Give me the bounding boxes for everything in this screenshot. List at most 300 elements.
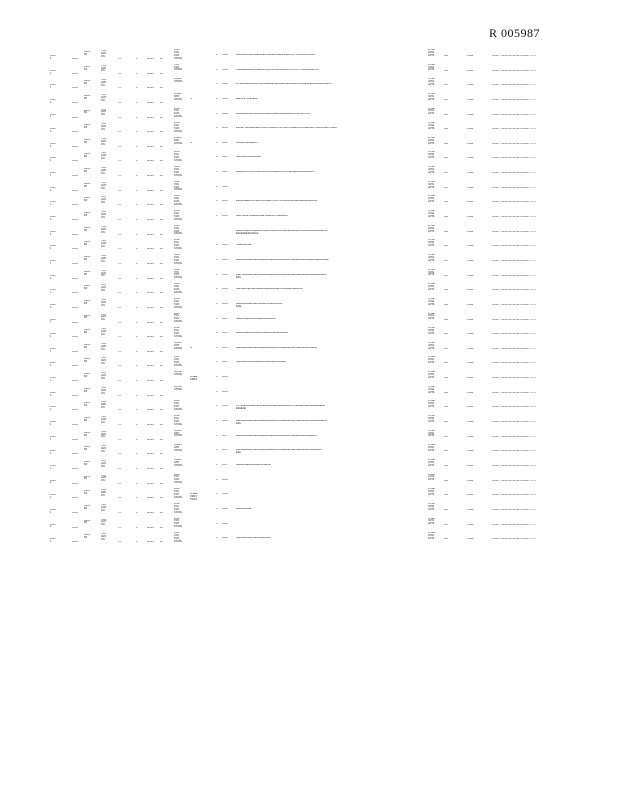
cell-e: 1 — [136, 131, 138, 134]
table-row — [46, 92, 566, 107]
cell-g: 22 — [160, 175, 163, 178]
cell-m: Kst — [444, 259, 448, 262]
cell-m: Kst — [444, 230, 448, 233]
cell-m: Kst — [444, 69, 448, 72]
cell-h: RNDnT NNT STATE — [174, 92, 183, 101]
cell-e: 1 — [136, 72, 138, 75]
cell-e: 1 — [136, 380, 138, 383]
cell-g: 22 — [160, 409, 163, 412]
cell-c: 79% AVN 4% — [101, 50, 107, 58]
cell-a: 1013 — [72, 336, 78, 339]
cell-a: 1013 — [72, 116, 78, 119]
cell-c: 79% AVN 4% — [101, 152, 107, 161]
cell-id: RNA*** 1 — [50, 333, 59, 339]
cell-b: Botrx 83 — [84, 153, 91, 159]
cell-id: RNA*** 1 — [50, 142, 59, 148]
cell-id: RNA*** 1 — [50, 435, 59, 441]
cell-n: 71038 — [466, 377, 474, 380]
cell-j: 3 — [216, 522, 218, 525]
cell-h: RNA TAS 51% STATE — [174, 297, 182, 309]
cell-k: 1018 — [222, 507, 228, 510]
cell-m: Kst — [444, 508, 448, 511]
cell-b: Botrx 83 — [84, 197, 91, 203]
cell-a: 1013 — [72, 233, 78, 236]
cell-k: 1011 — [222, 171, 228, 174]
cell-h: RNA TAS 51% STATE — [174, 166, 182, 177]
cell-l: ATGE IGTE AP74 — [428, 224, 435, 233]
cell-e: 1 — [136, 160, 138, 163]
cell-h: RNA TAS 51% STATE — [174, 224, 182, 236]
table-row — [46, 341, 566, 356]
cell-h: RNA TAS 51% STATE — [174, 502, 182, 514]
cell-a: 1013 — [72, 277, 78, 280]
cell-d: 70 — [118, 350, 121, 353]
cell-c: 79% AVN 4% — [101, 533, 107, 541]
cell-f: 6e-96 — [147, 541, 154, 544]
cell-o: P4/9/77 RPRV18-54 LET-F1-RP77F77 — [492, 98, 537, 101]
cell-l: ATGE IGTE AP74 — [428, 283, 435, 292]
cell-g: 22 — [160, 350, 163, 353]
cell-b: Botrx 83 — [84, 343, 91, 349]
cell-seq: AEFAEAEAEFAEGAEAEGEA — [236, 537, 271, 540]
cell-d: 70 — [118, 219, 121, 222]
cell-e: 1 — [136, 277, 138, 280]
cell-id: RNA*** 1 — [50, 84, 59, 90]
cell-id: RNA*** 1 — [50, 523, 59, 529]
cell-k: 1015 — [222, 361, 228, 364]
cell-j: 3 — [216, 376, 218, 379]
cell-id: RNA*** 1 — [50, 157, 59, 163]
cell-m: Kst — [444, 274, 448, 277]
cell-f: 6e-96 — [147, 116, 154, 119]
cell-k: 1011 — [222, 156, 228, 159]
cell-d: 70 — [118, 497, 121, 500]
cell-e: 1 — [136, 292, 138, 295]
cell-m: Kst — [444, 303, 448, 306]
cell-n: 71038 — [466, 98, 474, 101]
cell-a: 1013 — [72, 87, 78, 90]
cell-seq: ALEMEAFHE/ALGERAF/GEVLAATEGHAEGAGTEOFTGAGAAGEGVA — [236, 68, 319, 71]
cell-j: 3 — [216, 493, 218, 496]
cell-e: 1 — [136, 541, 138, 544]
cell-b: Botrx 83 — [84, 299, 91, 305]
cell-a: 1013 — [72, 467, 78, 470]
cell-n: 71038 — [466, 157, 474, 160]
cell-f: 6e-96 — [147, 424, 154, 427]
cell-j: 4 — [216, 127, 218, 130]
cell-h: RNA TAS 51% STATE — [174, 239, 182, 251]
cell-f: 6e-96 — [147, 131, 154, 134]
cell-f: 6e-96 — [147, 482, 154, 485]
cell-b: Botrx 83 — [84, 51, 91, 56]
cell-k: 1009 — [222, 68, 228, 71]
cell-k: 1010 — [222, 97, 228, 100]
cell-h: RNA TAS 51% STATE — [174, 180, 182, 192]
cell-f: 6e-96 — [147, 292, 154, 295]
cell-i: GNEE KMAT TMAA — [190, 493, 198, 502]
cell-c: 79% AVN 4% — [101, 93, 107, 102]
cell-m: Kst — [444, 406, 448, 409]
cell-o: P4/9/77 RPRV18-54 LET-F1-RP77F77 — [492, 362, 537, 365]
cell-n: 71038 — [466, 318, 474, 321]
cell-a: 1013 — [72, 204, 78, 207]
cell-l: ATGE IGTE AP74 — [428, 122, 435, 131]
cell-e: 1 — [136, 482, 138, 485]
table-row — [46, 48, 566, 63]
table-row — [46, 107, 566, 122]
cell-id: RNA*** 1 — [50, 245, 59, 251]
cell-n: 71038 — [466, 391, 474, 394]
cell-n: 71038 — [466, 538, 474, 541]
cell-m: Kst — [444, 538, 448, 541]
cell-b: Botrx 83 — [84, 490, 91, 496]
cell-id: RNA*** 1 — [50, 464, 59, 470]
cell-n: 71038 — [466, 259, 474, 262]
cell-n: 71038 — [466, 245, 474, 248]
cell-f: 6e-96 — [147, 160, 154, 163]
cell-g: 22 — [160, 306, 163, 309]
cell-a: 1013 — [72, 409, 78, 412]
cell-f: 6e-96 — [147, 365, 154, 368]
cell-l: ATGE IGTE AP74 — [428, 107, 435, 116]
cell-m: Kst — [444, 172, 448, 175]
cell-l: ATGE IGTE AP74 — [428, 195, 435, 204]
cell-f: 6e-96 — [147, 101, 154, 104]
cell-m: Kst — [444, 245, 448, 248]
cell-o: P4/9/77 RPRV18-54 LET-F1-RP77F77 — [492, 128, 537, 131]
cell-n: 71038 — [466, 303, 474, 306]
cell-e: 1 — [136, 189, 138, 192]
cell-id: RNA*** 1 — [50, 318, 59, 324]
cell-o: P4/9/77 RPRV18-54 LET-F1-RP77F77 — [492, 347, 537, 350]
cell-m: Kst — [444, 201, 448, 204]
cell-n: 71038 — [466, 464, 474, 467]
cell-j: 1 — [216, 273, 218, 276]
cell-a: 1013 — [72, 526, 78, 529]
table-row — [46, 487, 566, 502]
cell-m: Kst — [444, 186, 448, 189]
cell-k: 1015 — [222, 317, 228, 320]
cell-n: 71038 — [466, 201, 474, 204]
cell-f: 6e-96 — [147, 511, 154, 514]
cell-seq: AEFAEAAEFAEFAEAEGAEAEFEAEFAGAEAEFAEAEGA — [236, 288, 303, 291]
cell-b: Botrx 83 — [84, 460, 91, 466]
cell-o: P4/9/77 RPRV18-54 LET-F1-RP77F77 — [492, 186, 537, 189]
cell-g: 22 — [160, 424, 163, 427]
cell-b: Botrx 83 — [84, 534, 91, 540]
cell-k: 1014 — [222, 288, 228, 291]
cell-b: Botrx 83 — [84, 226, 91, 232]
cell-id: RNA*** 1 — [50, 128, 59, 134]
cell-a: 1013 — [72, 262, 78, 265]
cell-f: 6e-96 — [147, 306, 154, 309]
cell-m: Kst — [444, 98, 448, 101]
cell-o: P4/9/77 RPRV18-54 LET-F1-RP77F77 — [492, 538, 537, 541]
cell-g: 22 — [160, 526, 163, 529]
cell-i: G — [190, 97, 193, 100]
cell-h: RNA TAS 51% STATE — [174, 488, 182, 499]
cell-o: P4/9/77 RPRV18-54 LET-F1-RP77F77 — [492, 259, 537, 262]
cell-id: RNA*** 1 — [50, 274, 59, 280]
cell-l: ATGE IGTE AP74 — [428, 371, 435, 379]
cell-j: 3 — [216, 302, 218, 305]
cell-id: RNA*** 1 — [50, 55, 59, 60]
cell-b: Botrx 83 — [84, 446, 91, 452]
cell-n: 71038 — [466, 84, 474, 87]
cell-f: 6e-96 — [147, 277, 154, 280]
cell-e: 1 — [136, 453, 138, 456]
cell-m: Kst — [444, 157, 448, 160]
cell-g: 22 — [160, 365, 163, 368]
cell-o: P4/9/77 RPRV18-54 LET-F1-RP77F77 — [492, 142, 537, 145]
cell-seq: AEFTEAEAEFAEGAEAEGEAEAEFAGAEAEEFAEFAEFAEAEGAEAEFEAEFA EFA — [236, 273, 327, 279]
cell-d: 70 — [118, 72, 121, 75]
cell-b: Botrx 83 — [84, 519, 91, 525]
cell-g: 22 — [160, 467, 163, 470]
cell-m: Kst — [444, 84, 448, 87]
cell-f: 6e-96 — [147, 438, 154, 441]
table-row — [46, 370, 566, 385]
cell-f: 6e-96 — [147, 145, 154, 148]
cell-j: 3 — [216, 346, 218, 349]
cell-d: 70 — [118, 87, 121, 90]
cell-n: 71038 — [466, 421, 474, 424]
cell-o: P4/9/77 RPRV18-54 LET-F1-RP77F77 — [492, 303, 537, 306]
cell-d: 70 — [118, 453, 121, 456]
cell-l: ATGE IGTE AP74 — [428, 151, 435, 160]
table-row — [46, 238, 566, 253]
cell-g: 22 — [160, 277, 163, 280]
cell-k: 1014 — [222, 273, 228, 276]
cell-g: 22 — [160, 541, 163, 544]
cell-j: 3 — [216, 68, 218, 71]
table-row — [46, 150, 566, 165]
cell-g: 22 — [160, 336, 163, 339]
cell-m: Kst — [444, 55, 448, 57]
cell-a: 1013 — [72, 160, 78, 163]
cell-d: 70 — [118, 58, 121, 60]
cell-h: RNA TAS 51% STATE — [174, 415, 182, 426]
cell-id: RNA*** 1 — [50, 259, 59, 265]
cell-l: ATGE IGTE AP74 — [428, 312, 435, 321]
cell-g: 22 — [160, 511, 163, 514]
cell-d: 70 — [118, 526, 121, 529]
cell-o: P4/9/77 RPRV18-54 LET-F1-RP77F77 — [492, 377, 537, 380]
cell-j: 2 — [216, 288, 218, 291]
cell-j: 4 — [216, 171, 218, 174]
cell-j: 2 — [216, 185, 218, 188]
cell-m: Kst — [444, 216, 448, 219]
cell-e: 1 — [136, 497, 138, 500]
cell-id: RNA*** 1 — [50, 406, 59, 412]
cell-d: 70 — [118, 277, 121, 280]
cell-a: 1013 — [72, 511, 78, 514]
cell-l: ATGE IGTE AP74 — [428, 532, 435, 540]
cell-c: 79% AVN 4% — [101, 386, 107, 395]
cell-f: 6e-96 — [147, 394, 154, 397]
cell-b: Botrx 83 — [84, 241, 91, 247]
cell-k: 1010 — [222, 112, 228, 115]
cell-j: 3 — [216, 390, 218, 393]
cell-j: 2 — [216, 244, 218, 247]
cell-m: Kst — [444, 377, 448, 380]
cell-m: Kst — [444, 494, 448, 497]
cell-c: 79% AVN 4% — [101, 445, 107, 454]
cell-c: 79% AVN 4% — [101, 123, 107, 132]
cell-k: 1019 — [222, 537, 228, 540]
cell-m: Kst — [444, 142, 448, 145]
cell-h: RNA TAS 51% STATE — [174, 107, 182, 119]
cell-n: 71038 — [466, 216, 474, 219]
cell-h: RNDnT NNT STATE — [174, 458, 183, 467]
cell-o: P4/9/77 RPRV18-54 LET-F1-RP77F77 — [492, 230, 537, 233]
cell-m: Kst — [444, 318, 448, 321]
cell-b: Botrx 83 — [84, 431, 91, 437]
table-row — [46, 268, 566, 283]
cell-e: 1 — [136, 350, 138, 353]
cell-c: 79% AVN 4% — [101, 64, 107, 73]
cell-l: ATGE IGTE AP74 — [428, 49, 435, 57]
cell-j: 3 — [216, 258, 218, 261]
cell-k: 1018 — [222, 493, 228, 496]
cell-l: ATGE IGTE AP74 — [428, 458, 435, 467]
cell-b: Botrx 83 — [84, 138, 91, 144]
cell-h: RNDnT NNT STATE — [174, 444, 183, 453]
cell-h: RNA TAS 51% STATE — [174, 312, 182, 324]
cell-g: 22 — [160, 145, 163, 148]
cell-o: P4/9/77 RPRV18-54 LET-F1-RP77F77 — [492, 406, 537, 409]
cell-c: 79% AVN 4% — [101, 240, 107, 249]
cell-d: 70 — [118, 101, 121, 104]
cell-h: RNA TAS 51% STATE — [174, 283, 182, 294]
cell-g: 22 — [160, 438, 163, 441]
table-row — [46, 194, 566, 209]
table-row — [46, 399, 566, 414]
cell-e: 1 — [136, 365, 138, 368]
cell-k: 1017 — [222, 449, 228, 452]
cell-n: 71038 — [466, 274, 474, 277]
cell-j: 2 — [216, 156, 218, 159]
cell-n: 71038 — [466, 69, 474, 72]
cell-a: 1013 — [72, 497, 78, 500]
cell-o: P4/9/77 RPRV18-54 LET-F1-RP77F77 — [492, 464, 537, 467]
cell-id: RNA*** 1 — [50, 230, 59, 236]
cell-id: RNA*** 1 — [50, 377, 59, 382]
cell-f: 6e-96 — [147, 87, 154, 90]
cell-h: RNA TAS 51% STATE — [174, 210, 182, 221]
cell-k: 1015 — [222, 332, 228, 335]
cell-g: 22 — [160, 233, 163, 236]
cell-seq: AEAEFAEAE — [236, 507, 252, 510]
cell-f: 6e-96 — [147, 175, 154, 178]
page-id: R 005987 — [488, 26, 540, 40]
cell-n: 71038 — [466, 333, 474, 336]
cell-b: Botrx 83 — [84, 387, 91, 393]
cell-a: 1013 — [72, 72, 78, 75]
cell-m: Kst — [444, 450, 448, 453]
table-row — [46, 165, 566, 180]
cell-k: 1017 — [222, 434, 228, 437]
cell-n: 71038 — [466, 142, 474, 145]
table-row — [46, 473, 566, 488]
cell-g: 22 — [160, 262, 163, 265]
cell-h: RNA TAS 51% STATE — [174, 473, 182, 485]
cell-b: Botrx 83 — [84, 314, 91, 320]
cell-a: 1013 — [72, 131, 78, 134]
cell-n: 71038 — [466, 450, 474, 453]
cell-d: 70 — [118, 248, 121, 251]
cell-c: 79% AVN 4% — [101, 269, 107, 278]
cell-d: 70 — [118, 482, 121, 485]
cell-c: 79% AVN 4% — [101, 108, 107, 117]
cell-g: 22 — [160, 87, 163, 90]
cell-j: 1 — [216, 537, 218, 540]
cell-id: RNA*** 1 — [50, 508, 59, 514]
cell-j: 3 — [216, 507, 218, 510]
cell-k: 1017 — [222, 463, 228, 466]
table-row — [46, 312, 566, 327]
cell-seq: EEGEAEERAGTEAFAGAAEATIGAFTRFAEGFEAGEAGEAEAAEFGA — [236, 200, 318, 203]
cell-d: 70 — [118, 541, 121, 544]
cell-f: 6e-96 — [147, 497, 154, 500]
cell-j: 3 — [216, 200, 218, 203]
cell-a: 1013 — [72, 145, 78, 148]
cell-m: Kst — [444, 333, 448, 336]
cell-id: RNA*** 1 — [50, 479, 59, 485]
cell-id: RNA*** 1 — [50, 450, 59, 456]
cell-o: P4/9/77 RPRV18-54 LET-F1-RP77F77 — [492, 318, 537, 321]
cell-o: P4/9/77 RPRV18-54 LET-F1-RP77F77 — [492, 508, 537, 511]
cell-k: 1015 — [222, 346, 228, 349]
cell-l: ATGE IGTE AP74 — [428, 517, 435, 526]
cell-m: Kst — [444, 435, 448, 438]
cell-o: P4/9/77 RPRV18-54 LET-F1-RP77F77 — [492, 172, 537, 175]
cell-a: 1013 — [72, 482, 78, 485]
cell-j: 3 — [216, 112, 218, 115]
cell-id: RNA*** 1 — [50, 494, 59, 500]
cell-e: 1 — [136, 219, 138, 222]
cell-e: 1 — [136, 511, 138, 514]
cell-e: 1 — [136, 233, 138, 236]
cell-o: P4/9/77 RPRV18-54 LET-F1-RP77F77 — [492, 450, 537, 453]
cell-l: ATGE IGTE AP74 — [428, 385, 435, 394]
cell-j: 1 — [216, 434, 218, 437]
table-row — [46, 531, 566, 546]
cell-h: RNA TAS 51% STATE — [174, 268, 182, 280]
cell-c: 79% AVN 4% — [101, 342, 107, 351]
table-row — [46, 297, 566, 312]
cell-d: 70 — [118, 175, 121, 178]
cell-l: ATGE IGTE AP74 — [428, 502, 435, 511]
cell-g: 22 — [160, 321, 163, 324]
cell-c: 79% AVN 4% — [101, 474, 107, 483]
cell-d: 70 — [118, 467, 121, 470]
cell-a: 1013 — [72, 219, 78, 222]
cell-b: Botrx 83 — [84, 373, 91, 378]
cell-a: 1013 — [72, 306, 78, 309]
cell-l: ATGE IGTE AP74 — [428, 166, 435, 174]
cell-g: 22 — [160, 189, 163, 192]
cell-o: P4/9/77 RPRV18-54 LET-F1-RP77F77 — [492, 69, 537, 72]
cell-c: 79% AVN 4% — [101, 225, 107, 234]
cell-h: RNA TAS 51% STATE — [174, 122, 182, 133]
cell-b: Botrx 83 — [84, 80, 91, 86]
cell-seq: ELVAIEFRGELAEEFEIELAGE/ERIGEEILGEAFGITYGAGAFLAGGA — [236, 54, 316, 56]
cell-k: 1016 — [222, 405, 228, 408]
table-row — [46, 326, 566, 341]
cell-h: RNA TAS 51% STATE — [174, 49, 182, 60]
cell-o: P4/9/77 RPRV18-54 LET-F1-RP77F77 — [492, 245, 537, 248]
